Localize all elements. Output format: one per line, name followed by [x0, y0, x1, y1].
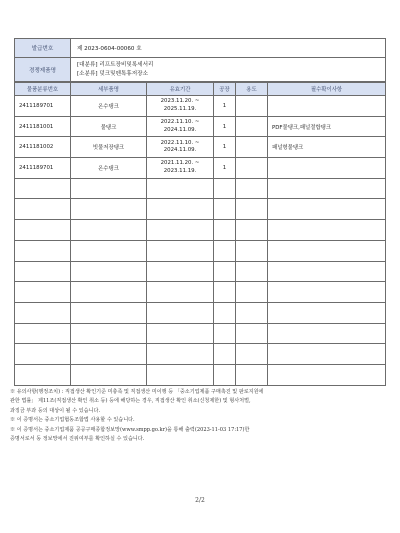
cell-note	[268, 96, 386, 117]
period-end: 2024.11.09.	[163, 147, 197, 154]
cell-period	[147, 96, 214, 117]
cell-name	[71, 178, 147, 199]
col-header-name: 세부품명	[71, 83, 147, 96]
cell-name	[71, 240, 147, 261]
cell-use	[236, 178, 268, 199]
table-row	[15, 220, 386, 241]
cell-factory	[214, 282, 236, 303]
table-row	[15, 261, 386, 282]
product-category	[71, 58, 386, 82]
cell-factory	[214, 178, 236, 199]
cell-use	[236, 199, 268, 220]
cell-code: 2411181001	[15, 116, 71, 137]
cell-factory: 1	[214, 137, 236, 158]
period-end: 2025.11.19.	[163, 105, 197, 112]
cell-factory: 1	[214, 158, 236, 179]
period-start: 2022.11.10. ~	[160, 139, 200, 146]
cell-period	[147, 178, 214, 199]
cell-period	[147, 364, 214, 385]
cell-period	[147, 344, 214, 365]
cell-name	[71, 323, 147, 344]
cell-code	[15, 240, 71, 261]
cell-use	[236, 282, 268, 303]
cell-note	[268, 158, 386, 179]
cell-name: 물탱크	[71, 116, 147, 137]
cell-name	[71, 220, 147, 241]
page-number: 2/2	[195, 497, 205, 504]
col-header-code: 물품분류번호	[15, 83, 71, 96]
col-header-period: 유효기간	[147, 83, 214, 96]
table-row	[15, 158, 386, 179]
cell-code: 2411181002	[15, 137, 71, 158]
cell-use	[236, 220, 268, 241]
table-row	[15, 240, 386, 261]
cell-name	[71, 344, 147, 365]
table-row	[15, 116, 386, 137]
cell-period	[147, 116, 214, 137]
notice-line: 증명서로서 동 정보망에서 진위여부를 확인하실 수 있습니다.	[10, 436, 145, 443]
cell-period	[147, 323, 214, 344]
cell-code	[15, 220, 71, 241]
cell-period	[147, 282, 214, 303]
cell-code: 2411189701	[15, 158, 71, 179]
cell-code	[15, 199, 71, 220]
cell-note: PDF물탱크,패널절합탱크	[268, 116, 386, 137]
cell-factory: 1	[214, 96, 236, 117]
table-row	[15, 364, 386, 385]
cell-use	[236, 344, 268, 365]
cell-name	[71, 282, 147, 303]
cell-note	[268, 199, 386, 220]
table-row	[15, 199, 386, 220]
cell-code	[15, 282, 71, 303]
cell-code	[15, 344, 71, 365]
cell-factory	[214, 199, 236, 220]
notice-line: ※ 이 증명서는 중소기업협동조합법 사용할 수 있습니다.	[10, 417, 135, 424]
cell-note: 패널형물탱크	[268, 137, 386, 158]
cell-note	[268, 240, 386, 261]
table-row	[15, 282, 386, 303]
header-table	[14, 38, 386, 82]
cell-note	[268, 220, 386, 241]
period-end: 2023.11.19.	[163, 167, 197, 174]
cell-use	[236, 116, 268, 137]
cell-period	[147, 261, 214, 282]
cert-no-value: 제 2023-0604-00060 호	[71, 39, 386, 58]
col-header-note: 필수확이사항	[268, 83, 386, 96]
table-row	[15, 137, 386, 158]
cell-name: 빗물저장탱크	[71, 137, 147, 158]
table-row	[15, 96, 386, 117]
cell-use	[236, 137, 268, 158]
cell-name: 온수탱크	[71, 96, 147, 117]
col-header-factory: 공장	[214, 83, 236, 96]
cell-period	[147, 158, 214, 179]
cell-code	[15, 178, 71, 199]
cell-code	[15, 302, 71, 323]
cell-name	[71, 199, 147, 220]
cell-note	[268, 364, 386, 385]
cell-use	[236, 302, 268, 323]
table-header	[15, 83, 386, 96]
cell-use	[236, 261, 268, 282]
certificate-sheet	[14, 38, 386, 386]
cert-no-label: 발급번호	[15, 39, 71, 58]
cell-period	[147, 137, 214, 158]
cell-factory: 1	[214, 116, 236, 137]
cell-note	[268, 261, 386, 282]
table-body	[15, 96, 386, 386]
cell-factory	[214, 364, 236, 385]
cell-note	[268, 178, 386, 199]
cell-note	[268, 302, 386, 323]
notice-line: ※ 이 증명서는 중소기업제품 공공구매종합정보망(www.smpp.go.kr)을 통해 출력(2023-11-03 17:17)한	[10, 426, 250, 433]
company-label: 경쟁제품명	[15, 58, 71, 82]
cell-code	[15, 364, 71, 385]
cell-factory	[214, 220, 236, 241]
cell-period	[147, 199, 214, 220]
table-row	[15, 323, 386, 344]
cell-note	[268, 344, 386, 365]
period-start: 2021.11.20. ~	[160, 160, 200, 167]
notice-line: ※ 유의사항(행정조치) : 직접생산 확인기준 미충족 및 직접생산 미이행 등 「중소기업제품 구매촉진 및 판로지원에	[10, 389, 264, 395]
major-category: [대분류] 리프트장비및록세서리	[77, 61, 154, 68]
cell-factory	[214, 344, 236, 365]
cell-note	[268, 282, 386, 303]
table-row	[15, 344, 386, 365]
cell-factory	[214, 323, 236, 344]
cell-period	[147, 240, 214, 261]
notice-section	[10, 388, 390, 444]
cell-code: 2411189701	[15, 96, 71, 117]
cell-name: 온수탱크	[71, 158, 147, 179]
cell-note	[268, 323, 386, 344]
cell-use	[236, 323, 268, 344]
period-start: 2022.11.10. ~	[160, 119, 200, 126]
cell-use	[236, 364, 268, 385]
cell-code	[15, 323, 71, 344]
notice-line: 관한 법률」 제11조(직접생산 확인 취소 등) 등에 해당하는 경우, 직접생산 확인 취소(신청제한) 및 형사처벌,	[10, 398, 251, 405]
table-row	[15, 302, 386, 323]
notice-line: 과징금 부과 등의 대상이 될 수 있습니다.	[10, 407, 101, 414]
cell-period	[147, 220, 214, 241]
product-table	[14, 82, 386, 386]
cell-period	[147, 302, 214, 323]
table-row	[15, 178, 386, 199]
minor-category: [소분류] 덧크및펜톡휴저장소	[77, 70, 148, 77]
cell-factory	[214, 240, 236, 261]
cell-name	[71, 302, 147, 323]
cell-use	[236, 96, 268, 117]
period-start: 2023.11.20. ~	[160, 98, 200, 105]
cell-code	[15, 261, 71, 282]
cell-factory	[214, 302, 236, 323]
cell-name	[71, 364, 147, 385]
col-header-use: 용도	[236, 83, 268, 96]
cell-use	[236, 158, 268, 179]
period-end: 2024.11.09.	[163, 126, 197, 133]
cell-factory	[214, 261, 236, 282]
cell-name	[71, 261, 147, 282]
cell-use	[236, 240, 268, 261]
